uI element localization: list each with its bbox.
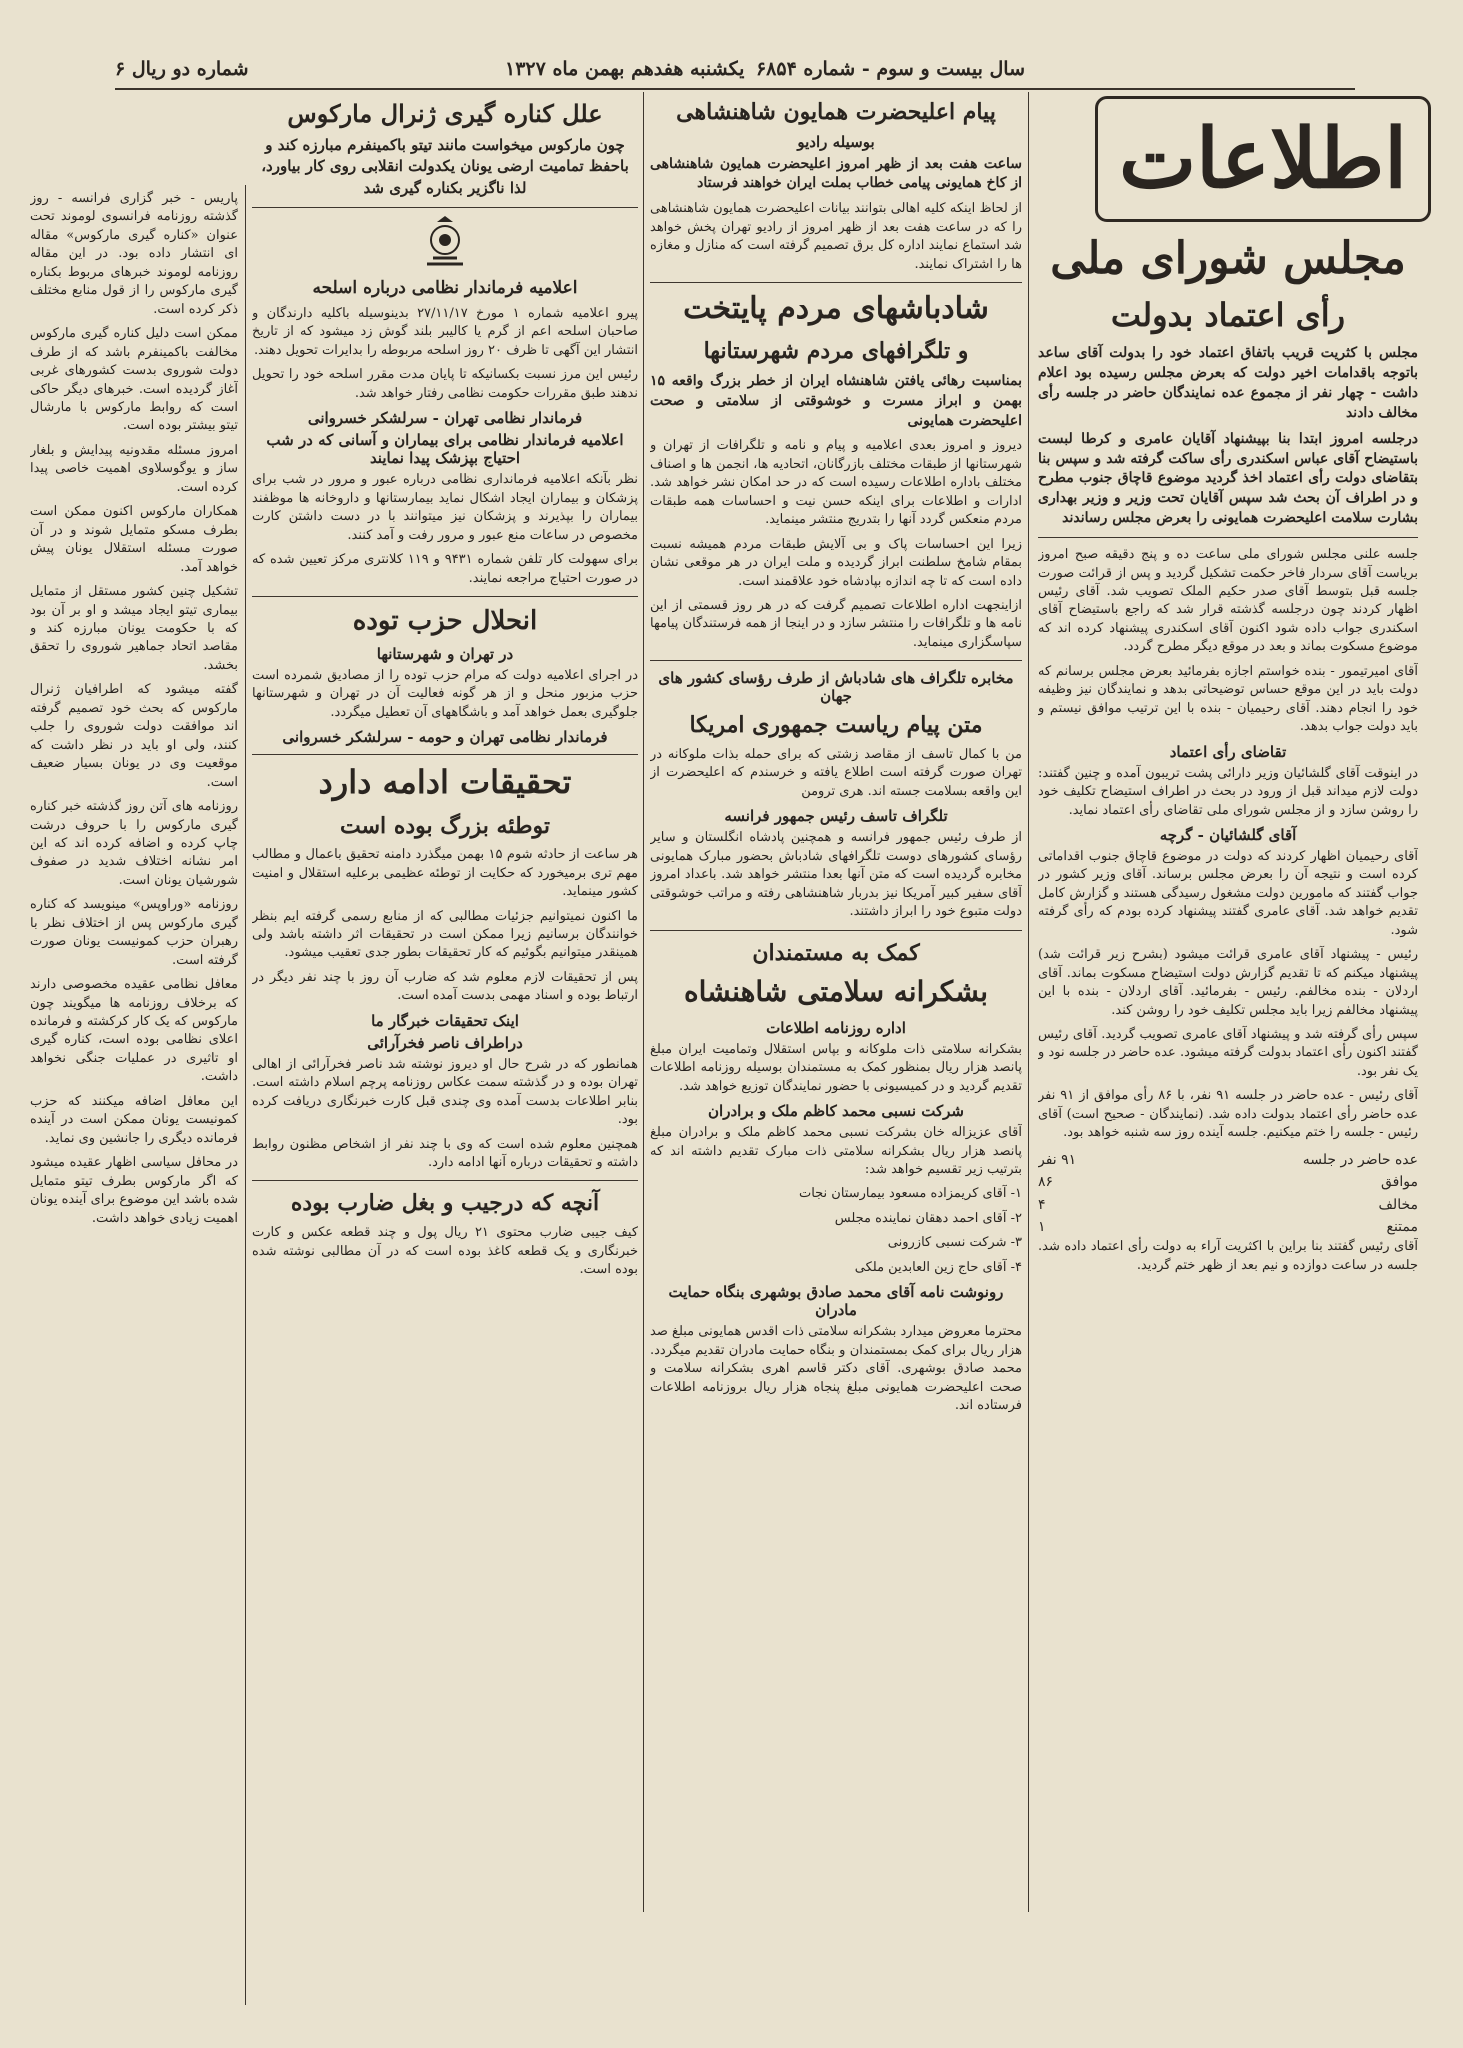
column-markos-continued [30, 190, 238, 1915]
article-paragraph: پاریس - خبر گزاری فرانسه - روز گذشته روزنامه فرانسوی لوموند تحت عنوان «کناره گیری مارکوس» مقاله ای انتشار داده بود. در این مقاله روزنامه لوموند خبرهای مربوط بکناره گیری مارکوس را از قول منابع مختلف ذکر کرده است. [30, 191, 238, 317]
section-subhead: تقاضای رأی اعتماد [1169, 742, 1287, 761]
issue-date: یکشنبه هفدهم بهمن ماه ۱۳۲۷ [505, 58, 745, 80]
article-paragraph: در اجرای اعلامیه دولت که مرام حزب توده را از مصادیق شمرده است حزب مزبور منحل و از هر گونه فعالیت آن در تهران و شهرستانها جلوگیری بعمل خواهد آمد و باشگاههای آن تعطیل میگردد. [252, 667, 638, 720]
article-paragraph: ممکن است دلیل کناره گیری مارکوس مخالفت باکمینفرم باشد که از طرف دولت شوروی بدست کشورهای غربی آغاز گردیده است. خبرهای دیگر حاکی است که روابط مارکوس با مارشال تیتو بیشتر بوده است. [30, 326, 238, 434]
article-paragraph: ما اکنون نمیتوانیم جزئیات مطالبی که از منابع رسمی گرفته ایم بنظر خوانندگان برسانیم زیرا ممکن است در تحقیقات اثر داشته باشد ولی همینقدر میتوانیم بگوئیم که کار تحقیقات بطور جدی تعقیب میشود. [252, 908, 638, 961]
divider [650, 660, 1022, 661]
signature: فرماندار نظامی تهران - سرلشکر خسروانی [307, 409, 583, 428]
article-paragraph: دیروز و امروز بعدی اعلامیه و پیام و نامه و تلگرافات از تهران و شهرستانها از طبقات مختلف بازرگانان، اتحادیه ها، انجمن ها و اصناف مختلف باداره اطلاعات رسیده است که در حد امکان نشر خواهد شد. ادارات و اطلاعات برای اینکه حسن نیت و احساسات همه طبقات مردم منعکس گردد آنها را بتدریج منتشر مینماید. [650, 438, 1022, 528]
article-paragraph: تشکیل چنین کشور مستقل از متمایل بیماری تیتو ایجاد میشد و او بر آن بود که با حکومت یونان مبارزه کند و مقاصد اتحاد جماهیر شوروی را تحقق بخشد. [30, 584, 238, 673]
donation-list-item: ۴- آقای حاج زین العابدین ملکی [854, 1259, 1022, 1275]
masthead-logo: اطلاعات [1095, 96, 1431, 222]
article-paragraph: بشکرانه سلامتی ذات ملوکانه و بپاس استقلال وتمامیت ایران مبلغ پانصد هزار ریال بمنظور کمک به مستمندان بوسیله روزنامه اطلاعات تقدیم گردید و در کمیسیونی با حضور نمایندگان توزیع خواهد شد. [650, 1041, 1022, 1094]
divider [252, 207, 638, 208]
article-paragraph: در اینوقت آقای گلشائیان وزیر دارائی پشت تریبون آمده و چنین گفتند: دولت لازم میداند قبل از ورود در بحث در اطراف استیضاح تکلیف خود را روشن سازد و از مجلس شورای ملی تقاضای رأی اعتماد نماید. [1038, 765, 1418, 818]
article-paragraph: روزنامه «وراوپس» مینویسد که کناره گیری مارکوس پس از اختلاف نظر با رهبران حزب کمونیست یونان صورت گرفته است. [30, 897, 238, 968]
article-paragraph: محترما معروض میدارد بشکرانه سلامتی ذات اقدس همایونی مبلغ صد هزار ریال برای کمک بمستمندان و بنگاه حمایت مادران تقدیم میگردد. محمد صادق بوشهری. آقای دکتر قاسم اهری بشکرانه سلامت و صحت اعلیحضرت همایونی مبلغ پنجاه هزار ریال بروزنامه اطلاعات فرستاده اند. [650, 1324, 1022, 1414]
article-paragraph: همچنین معلوم شده است که وی با چند نفر از اشخاص مظنون روابط داشته و تحقیقات درباره آنها ادامه دارد. [252, 1136, 638, 1171]
volume-issue: سال بیست و سوم - شماره ۶۸۵۴ [755, 58, 1025, 80]
article-paragraph: روزنامه های آتن روز گذشته خبر کناره گیری مارکوس را با حروف درشت چاپ کرده و اضافه کرده اند که این امر نشانه اختلاف شدید در صفوف شورشیان یونان است. [30, 799, 238, 888]
article-paragraph: همکاران مارکوس اکنون ممکن است بطرف مسکو متمایل شوند و در آن صورت مسئله استقلال یونان پیش خواهد آمد. [30, 504, 238, 575]
column-divider [1028, 92, 1029, 1912]
article-paragraph: آقای عزیزاله خان بشرکت نسبی محمد کاظم ملک و برادران مبلغ پانصد هزار ریال بشکرانه سلامتی ذات مبارک تقدیم داشته اند که بترتیب زیر تقسیم خواهد شد: [650, 1125, 1022, 1178]
article-paragraph: کیف جیبی ضارب محتوی ۲۱ ریال پول و چند قطعه عکس و کارت خبرنگاری و یک قطعه کاغذ بوده است که در آن مطالبی نوشته شده بوده است. [252, 1225, 638, 1277]
tally-row: مخالف ۴ [1038, 1196, 1418, 1213]
article-paragraph: پیرو اعلامیه شماره ۱ مورخ ۲۷/۱۱/۱۷ بدینوسیله باکلیه دارندگان و صاحبان اسلحه اعم از گرم یا کالیبر بلند گوش زد میشود که از تاریخ انتشار این آگهی تا ظرف ۲۰ روز اسلحه مربوطه را بدایرات تحویل دهند. [252, 306, 638, 358]
headline-assailant-pockets: آنچه که درجیب و بغل ضارب بوده [290, 1190, 600, 1217]
lead-paragraph: ساعت هفت بعد از ظهر امروز اعلیحضرت همایون شاهنشاهی از کاخ همایونی پیامی خطاب بملت ایران خواهند فرستاد [650, 155, 1022, 192]
issue-price: ۶ شماره دو ریال [115, 58, 249, 80]
article-paragraph: جلسه علنی مجلس شورای ملی ساعت ده و پنج دقیقه صبح امروز بریاست آقای سردار فاخر حکمت تشکیل گردید و پس از قرائت صورت جلسه قبل بتوسط آقای صدر حکیم الملک تصویب شد. آقای رئیس اظهار کردند چون درجلسه گذشته قرار شد که راجع باستیضاح آقای اسکندری جواب داده شود اکنون آقای اسکندری پیشنهاد کرده اند که موضوع مسکوت بماند و بعد در موقع دیگر مطرح گردد. [1038, 547, 1418, 655]
article-paragraph: همانطور که در شرح حال او دیروز نوشته شد ناصر فخرآرائی از اهالی تهران بوده و در گذشته سمت عکاس روزنامه پرچم اسلام داشته است. بنابر اطلاعات بدست آمده وی چندی قبل کارت خبرنگاری دریافت کرده بود. [252, 1056, 638, 1128]
article-paragraph: از لحاظ اینکه کلیه اهالی بتوانند بیانات اعلیحضرت همایون شاهنشاهی را که در ساعت هفت بعد از ظهر امروز از رادیو تهران پخش خواهد شد استماع نمایند اداره کل برق تصمیم گرفته است که منازل و مغازه ها را اشتراک نمایند. [650, 201, 1022, 272]
tally-row: عده حاضر در جلسه ۹۱ نفر [1038, 1151, 1418, 1168]
lead-paragraph: مجلس با کثریت قریب باتفاق اعتماد خود را بدولت آقای ساعد باتوجه باقدامات اخیر دولت که بعرض مجلس رسیده بود اعلام داشت - چهار نفر از مجموع عده نمایندگان حاضر در جلسه رأی مخالف دادند [1038, 345, 1418, 421]
lion-and-sun-emblem-icon [413, 216, 477, 272]
article-paragraph: پس از تحقیقات لازم معلوم شد که ضارب آن روز با چند نفر دیگر در ارتباط بوده و اسناد مهمی بدست آمده است. [252, 969, 638, 1004]
article-paragraph: معافل نظامی عقیده مخصوصی دارند که برخلاف روزنامه ها میگویند چون مارکوس که یک کار کرکشته و فرمانده اعلای نظامی بوده است، کناره گیری او تاثیری در عملیات جنگی نخواهد داشت. [30, 977, 238, 1085]
lead-paragraph: چون مارکوس میخواست مانند تیتو باکمینفرم مبارزه کند و باحفظ تمامیت ارضی یونان یکدولت انقلابی روی کار بیاورد، لذا ناگزیر بکناره گیری شد [261, 136, 629, 197]
section-subhead: اداره روزنامه اطلاعات [766, 1018, 906, 1037]
article-paragraph: این معافل اضافه میکنند که حزب کمونیست یونان ممکن است در آینده فرمانده دیگری را جانشین وی نماید. [30, 1093, 238, 1146]
section-subhead: اینک تحقیقات خبرگار ما [371, 1011, 519, 1030]
divider [1038, 537, 1418, 538]
lead-paragraph-2: درجلسه امروز ابتدا بنا بپیشنهاد آقایان عامری و کرطا لبست باستیضاح آقای عباس اسکندری رأی ساکت گرفته شد و سپس بنا بتقاضای دولت رأی اعتماد اخذ گردید موضوع قاچاق جنوب مطرح و در اطراف آن بحث شد سپس آقایان تحت وزیر و وزیر بهداری بشارت سلامت اعلیحضرت همایونی را بعرض مجلس رساندند [1038, 430, 1418, 527]
section-subhead: اعلامیه فرماندار نظامی برای بیماران و آسانی که در شب احتیاج بپزشک پیدا نمایند [266, 431, 624, 468]
header-strip [115, 48, 1355, 90]
article-paragraph: ازاینجهت اداره اطلاعات تصمیم گرفت که در هر روز قسمتی از این نامه ها و تلگرافات را منتشر سازد و در اینجا از همه فرستندگان پیامها سپاسگزاری مینماید. [650, 598, 1022, 650]
article-paragraph: امروز مسئله مقدونیه پیدایش و بلغار ساز و یوگوسلاوی اهمیت خاصی پیدا کرده است. [30, 442, 238, 495]
subhead-conspiracy: توطئه بزرگ بوده است [340, 812, 550, 839]
headline-gratitude: بشکرانه سلامتی شاهنشاه [683, 975, 989, 1009]
tally-row: موافق ۸۶ [1038, 1174, 1418, 1191]
section-subhead: شرکت نسبی محمد کاظم ملک و برادران [708, 1102, 964, 1121]
subheadline-vote: رأی اعتماد بدولت [1110, 295, 1346, 334]
headline-party-dissolution: انحلال حزب توده [352, 606, 538, 636]
vote-tally [1038, 1149, 1418, 1239]
article-paragraph: رئیس این مرز نسبت بکسانیکه تا پایان مدت مقرر اسلحه خود را تحویل ندهند طبق مقررات حکومت نظامی رفتار خواهد شد. [252, 367, 638, 401]
column-parliament [1038, 225, 1418, 1915]
article-paragraph: رئیس - پیشنهاد آقای عامری قرائت میشود (بشرح زیر قرائت شد) پیشنهاد میکنم که تا تقدیم گزارش دولت استیضاح مسکوت بماند. آقای اردلان - بنده مخالفم. رئیس - بفرمائید. آقای اردلان - بنده با این پیشنهاد مخالفم زیرا باید مجلس تکلیف خود را روشن کند. [1038, 947, 1418, 1018]
headline-us-message: متن پیام ریاست جمهوری امریکا [689, 712, 983, 739]
column-divider [643, 92, 644, 1912]
column-divider [245, 185, 246, 2005]
section-subhead: آقای گلشائیان - گرچه [1159, 825, 1297, 844]
article-paragraph: در محافل سیاسی اظهار عقیده میشود که اگر مارکوس بطرف تیتو متمایل شده باشد این موضوع برای آینده یونان اهمیت زیادی خواهد داشت. [30, 1155, 238, 1226]
article-paragraph: برای سهولت کار تلفن شماره ۹۴۳۱ و ۱۱۹ کلانتری مرکز تعیین شده که در صورت احتیاج مراجعه نمایند. [252, 552, 638, 586]
headline-royal-message: پیام اعلیحضرت همایون شاهنشاهی [676, 99, 996, 125]
article-paragraph: هر ساعت از حادثه شوم ۱۵ بهمن میگذرد دامنه تحقیق باعمال و مطالب مهم تری برمیخورد که حکایت از توطئه عظیمی برعلیه استقلال و امنیت کشور مینماید. [252, 847, 638, 900]
article-paragraph: آقای رئیس - عده حاضر در جلسه ۹۱ نفر، با ۸۶ رأی موافق از ۹۱ نفر عده حاضر رأی اعتماد بدولت داده شد. (نمایندگان - صحیح است) آقای رئیس - جلسه را ختم میکنیم. جلسه آینده روز سه شنبه خواهد بود. [1038, 1088, 1418, 1141]
article-paragraph: نظر بآنکه اعلامیه فرمانداری نظامی درباره عبور و مرور در شب برای پزشکان و بیماران ایجاد اشکال نماید بیمارستانها و داروخانه ها موظفند بیماران را بپذیرند و پزشکان نیز میتوانند با در دست داشتن کارت مخصوص در ساعات منع عبور و مرور رفت و آمد کنند. [252, 472, 638, 543]
headline-investigation: تحقیقات ادامه دارد [318, 763, 572, 802]
article-paragraph: آقای رئیس گفتند بنا براین با اکثریت آراء به دولت رأی اعتماد داده شد. جلسه در ساعت دوازده و نیم بعد از ظهر ختم گردید. [1038, 1239, 1418, 1273]
article-paragraph: آقای امیرتیمور - بنده خواستم اجازه بفرمائید بعرض مجلس برسانم که دولت باید در این موقع حساس توضیحاتی بدهد و نمایندگان نیز وظیفه خود را انجام دهند. آقای رحیمیان - بنده با این ترتیب موافق نیستم و باید دولت جواب بدهد. [1038, 663, 1418, 735]
article-paragraph: زیرا این احساسات پاک و بی آلایش طبقات مردم همیشه نسبت بمقام شامخ سلطنت ابراز گردیده و ملت ایران در هر موقعی نشان داده است که تا چه اندازه بپادشاه خود علاقمند است. [650, 536, 1022, 589]
donation-list-item: ۲- آقای احمد دهقان نماینده مجلس [834, 1210, 1022, 1226]
headline-weapons-notice: اعلامیه فرماندار نظامی درباره اسلحه [312, 278, 578, 299]
headline-parliament: مجلس شورای ملی [1050, 233, 1406, 284]
article-paragraph: گفته میشود که اطرافیان ژنرال مارکوس که بحث خود تصمیم گرفته اند موافقت دولت شوروی را جلب کنند، ولی او باید در نظر داشت که موقعیت وی در یونان بسیار ضعیف است. [30, 682, 238, 790]
divider [650, 930, 1022, 931]
article-paragraph: آقای رحیمیان اظهار کردند که دولت در موضوع قاچاق جنوب اقداماتی کرده است و نتیجه آن را بعرض مجلس برساند. آقای وزیر کشور در جواب گفتند که مامورین دولت مشغول رسیدگی هستند و گزارش کامل تقدیم خواهد شد. آقای عامری گفتند پیشنهاد کرده بودم که رأی گرفته شود. [1038, 848, 1418, 938]
divider [252, 754, 638, 755]
divider [252, 1180, 638, 1181]
donation-list-item: ۱- آقای کریمزاده مسعود بیمارستان نجات [798, 1186, 1022, 1202]
section-subhead: دراطراف ناصر فخرآرائی [367, 1033, 523, 1052]
signature: فرماندار نظامی تهران و حومه - سرلشکر خسروانی [282, 728, 608, 747]
article-paragraph: من با کمال تاسف از مقاصد زشتی که برای حمله بذات ملوکانه در تهران صورت گرفته است اطلاع یافته و خرسندم که اعلیحضرت از این واقعه بسلامت جسته اند. هری ترومن [650, 746, 1022, 799]
section-subhead: در تهران و شهرستانها [376, 644, 514, 663]
subhead-foreign-telegrams: مخابره تلگراف های شادباش از طرف رؤسای کشور های جهان [658, 669, 1014, 706]
donation-list-item: ۳- شرکت نسبی کازرونی [887, 1235, 1022, 1251]
article-paragraph: از طرف رئیس جمهور فرانسه و همچنین پادشاه انگلستان و سایر رؤسای کشورهای دوست تلگرافهای شادباش بحضور مبارک همایونی مخابره گردیده است که متن آنها بعدا منتشر خواهد شد. باعداد امروز آقای سفیر کبیر آمریکا نیز بدربار شاهنشاهی رفته و مراتب خوشوقتی دولت متبوع خود را ابراز داشتند. [650, 830, 1022, 920]
subhead-telegrams: و تلگرافهای مردم شهرستانها [703, 338, 969, 365]
section-subhead: تلگراف تاسف رئیس جمهور فرانسه [724, 807, 948, 826]
column-markos-and-notices [252, 92, 638, 1912]
lead-paragraph: بمناسبت رهائی یافتن شاهنشاه ایران از خطر بزرگ واقعه ۱۵ بهمن و ابراز مسرت و خوشوقتی از سلامتی و صحت اعلیحضرت همایونی [650, 372, 1022, 429]
column-royal-message [650, 92, 1022, 1912]
headline-markos: علل کناره گیری ژنرال مارکوس [287, 99, 603, 128]
headline-congratulations: شادباشهای مردم پایتخت [683, 291, 989, 327]
headline-charity: کمک به مستمندان [752, 939, 920, 966]
subhead-radio: بوسیله رادیو [797, 132, 875, 151]
divider [650, 282, 1022, 283]
article-paragraph: سپس رأی گرفته شد و پیشنهاد آقای عامری تصویب گردید. آقای رئیس گفتند اکنون رأی اعتماد بدولت گرفته میشود. عده حاضر در جلسه نود و یک نفر بود. [1038, 1027, 1418, 1079]
tally-row: ممتنع ۱ [1038, 1218, 1418, 1235]
divider [252, 596, 638, 597]
section-subhead: رونوشت نامه آقای محمد صادق بوشهری بنگاه حمایت مادران [668, 1283, 1004, 1320]
